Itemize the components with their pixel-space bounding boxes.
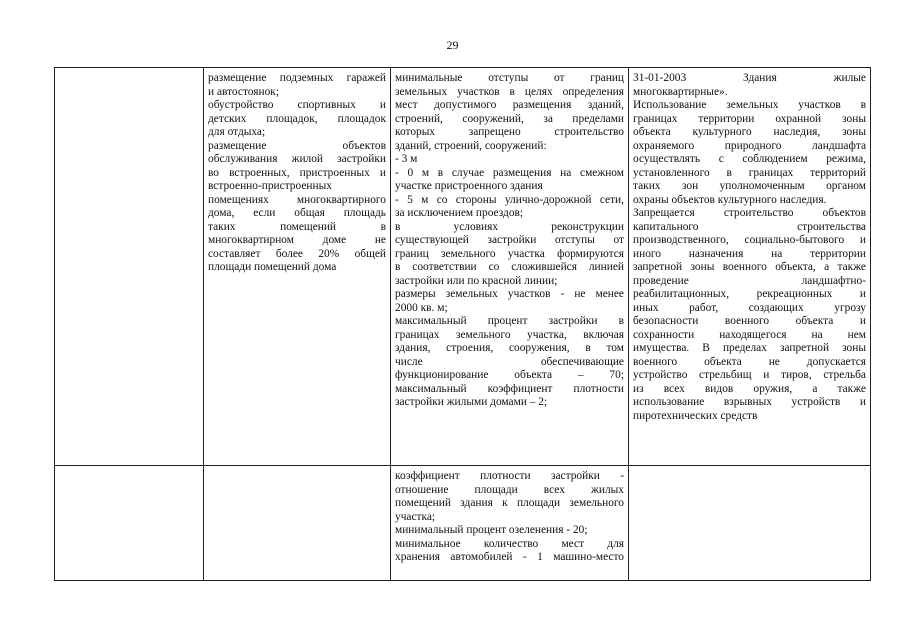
text-line: помещений здания к площади земельного (395, 497, 624, 509)
text-line: здания, строения, сооружения, в том (395, 342, 624, 354)
text-line: застройки жилыми домами – 2; (395, 396, 548, 408)
text-line: мест допустимого размещения зданий, (395, 99, 624, 111)
text-line: в условиях реконструкции (395, 220, 624, 233)
text-line: Запрещается строительство объектов (633, 207, 866, 219)
text-line: максимальный коэффициент плотности (395, 382, 624, 395)
text-line: встроенно-пристроенных (208, 180, 332, 192)
text-line: коэффициент плотности застройки - (395, 470, 624, 482)
text-line: объекта культурного наследия, зоны (633, 126, 866, 138)
text-line: минимальные отступы от границ (395, 72, 624, 84)
text-line: пиротехнических средств (633, 409, 758, 422)
text-line: участке пристроенного здания (395, 180, 543, 192)
text-line: из всех видов оружия, а также (633, 382, 866, 395)
table-cell-col4 (629, 68, 871, 466)
table-row (55, 466, 871, 581)
text-line: числе обеспечивающие (395, 355, 624, 368)
text-line: 2000 кв. м; (395, 301, 448, 314)
text-line: застройки или по красной линии; (395, 274, 558, 287)
text-line: минимальный процент озеленения - 20; (395, 524, 588, 536)
text-line: зданий, строений, сооружений: (395, 139, 547, 152)
text-line: границ земельного участка формируются (395, 247, 624, 260)
text-line: капитального строительства (633, 220, 866, 233)
text-line: обслуживания жилой застройки (208, 153, 386, 165)
text-line: сохранности находящегося на нем (633, 328, 866, 341)
text-line: безопасности военного объекта и (633, 315, 866, 327)
text-line: - 3 м (395, 153, 418, 165)
text-line: - 5 м со стороны улично-дорожной сети, (395, 193, 624, 206)
table-cell-col3 (391, 466, 629, 581)
text-line: которых запрещено строительство (395, 126, 624, 138)
text-line: использование взрывных устройств и (633, 396, 866, 408)
text-line: проведение ландшафтно- (633, 274, 866, 287)
text-line: производственного, социально-бытового и (633, 234, 866, 246)
table-row (55, 68, 871, 466)
text-line: охраняемого природного ландшафта (633, 139, 866, 152)
text-line: - 0 м в случае размещения на смежном (395, 166, 624, 179)
text-line: площади помещений дома (208, 261, 337, 273)
text-line: иного назначения на территории (633, 247, 866, 260)
text-line: таких зон уполномоченным органом (633, 180, 866, 192)
table-cell-col4 (629, 466, 871, 581)
text-line: многоквартирные». (633, 85, 728, 98)
text-line: функционирование объекта – 70; (395, 369, 624, 381)
table-cell-col2 (204, 68, 391, 466)
text-line: границах земельного участка, включая (395, 328, 624, 341)
text-line: запретной зоны военного объекта, а также (633, 261, 866, 273)
table-cell-col2 (204, 466, 391, 581)
table-cell-col3 (391, 68, 629, 466)
text-line: устройство стрельбищ и тиров, стрельба (633, 369, 866, 381)
text-line: охраны объектов культурного наследия. (633, 193, 827, 206)
text-line: осуществлять с соблюдением режима, (633, 153, 866, 165)
text-line: таких помещений в (208, 220, 386, 233)
text-line: реабилитационных, рекреационных и (633, 288, 866, 300)
text-line: дома, если общая площадь (208, 207, 386, 219)
text-line: 31-01-2003 Здания жилые (633, 72, 866, 84)
text-line: хранения автомобилей - 1 машино-место (395, 551, 624, 563)
text-line: существующей застройки отступы от (395, 234, 624, 246)
text-line: земельных участков в целях определения (395, 85, 624, 98)
text-line: строений, сооружений, за пределами (395, 112, 624, 125)
text-line: минимальное количество мест для (395, 537, 624, 550)
text-line: отношение площади всех жилых (395, 483, 624, 496)
text-line: иных работ, создающих угрозу (633, 301, 866, 314)
table-cell-col1 (55, 68, 204, 466)
text-line: обустройство спортивных и (208, 99, 386, 111)
text-line: размеры земельных участков - не менее (395, 288, 624, 300)
land-use-regulations-table (54, 67, 871, 581)
table-cell-col1 (55, 466, 204, 581)
text-line: детских площадок, площадок (208, 112, 386, 125)
text-line: участка; (395, 510, 436, 523)
text-line: для отдыха; (208, 126, 266, 138)
text-line: помещениях многоквартирного (208, 193, 386, 206)
text-line: во встроенных, пристроенных и (208, 166, 386, 179)
page-number: 29 (446, 38, 459, 52)
text-line: составляет более 20% общей (208, 247, 386, 260)
text-line: военного объекта не допускается (633, 355, 866, 368)
text-line: и автостоянок; (208, 85, 279, 98)
text-line: границах территории охранной зоны (633, 112, 866, 125)
text-line: максимальный процент застройки в (395, 315, 624, 327)
text-line: в соответствии со сложившейся линией (395, 261, 624, 273)
text-line: размещение объектов (208, 139, 386, 152)
text-line: размещение подземных гаражей (208, 72, 386, 84)
text-line: установленного в границах территорий (633, 166, 866, 179)
text-line: за исключением проездов; (395, 207, 524, 219)
text-line: имущества. В пределах запретной зоны (633, 342, 866, 354)
text-line: многоквартирном доме не (208, 234, 386, 246)
text-line: Использование земельных участков в (633, 99, 866, 111)
